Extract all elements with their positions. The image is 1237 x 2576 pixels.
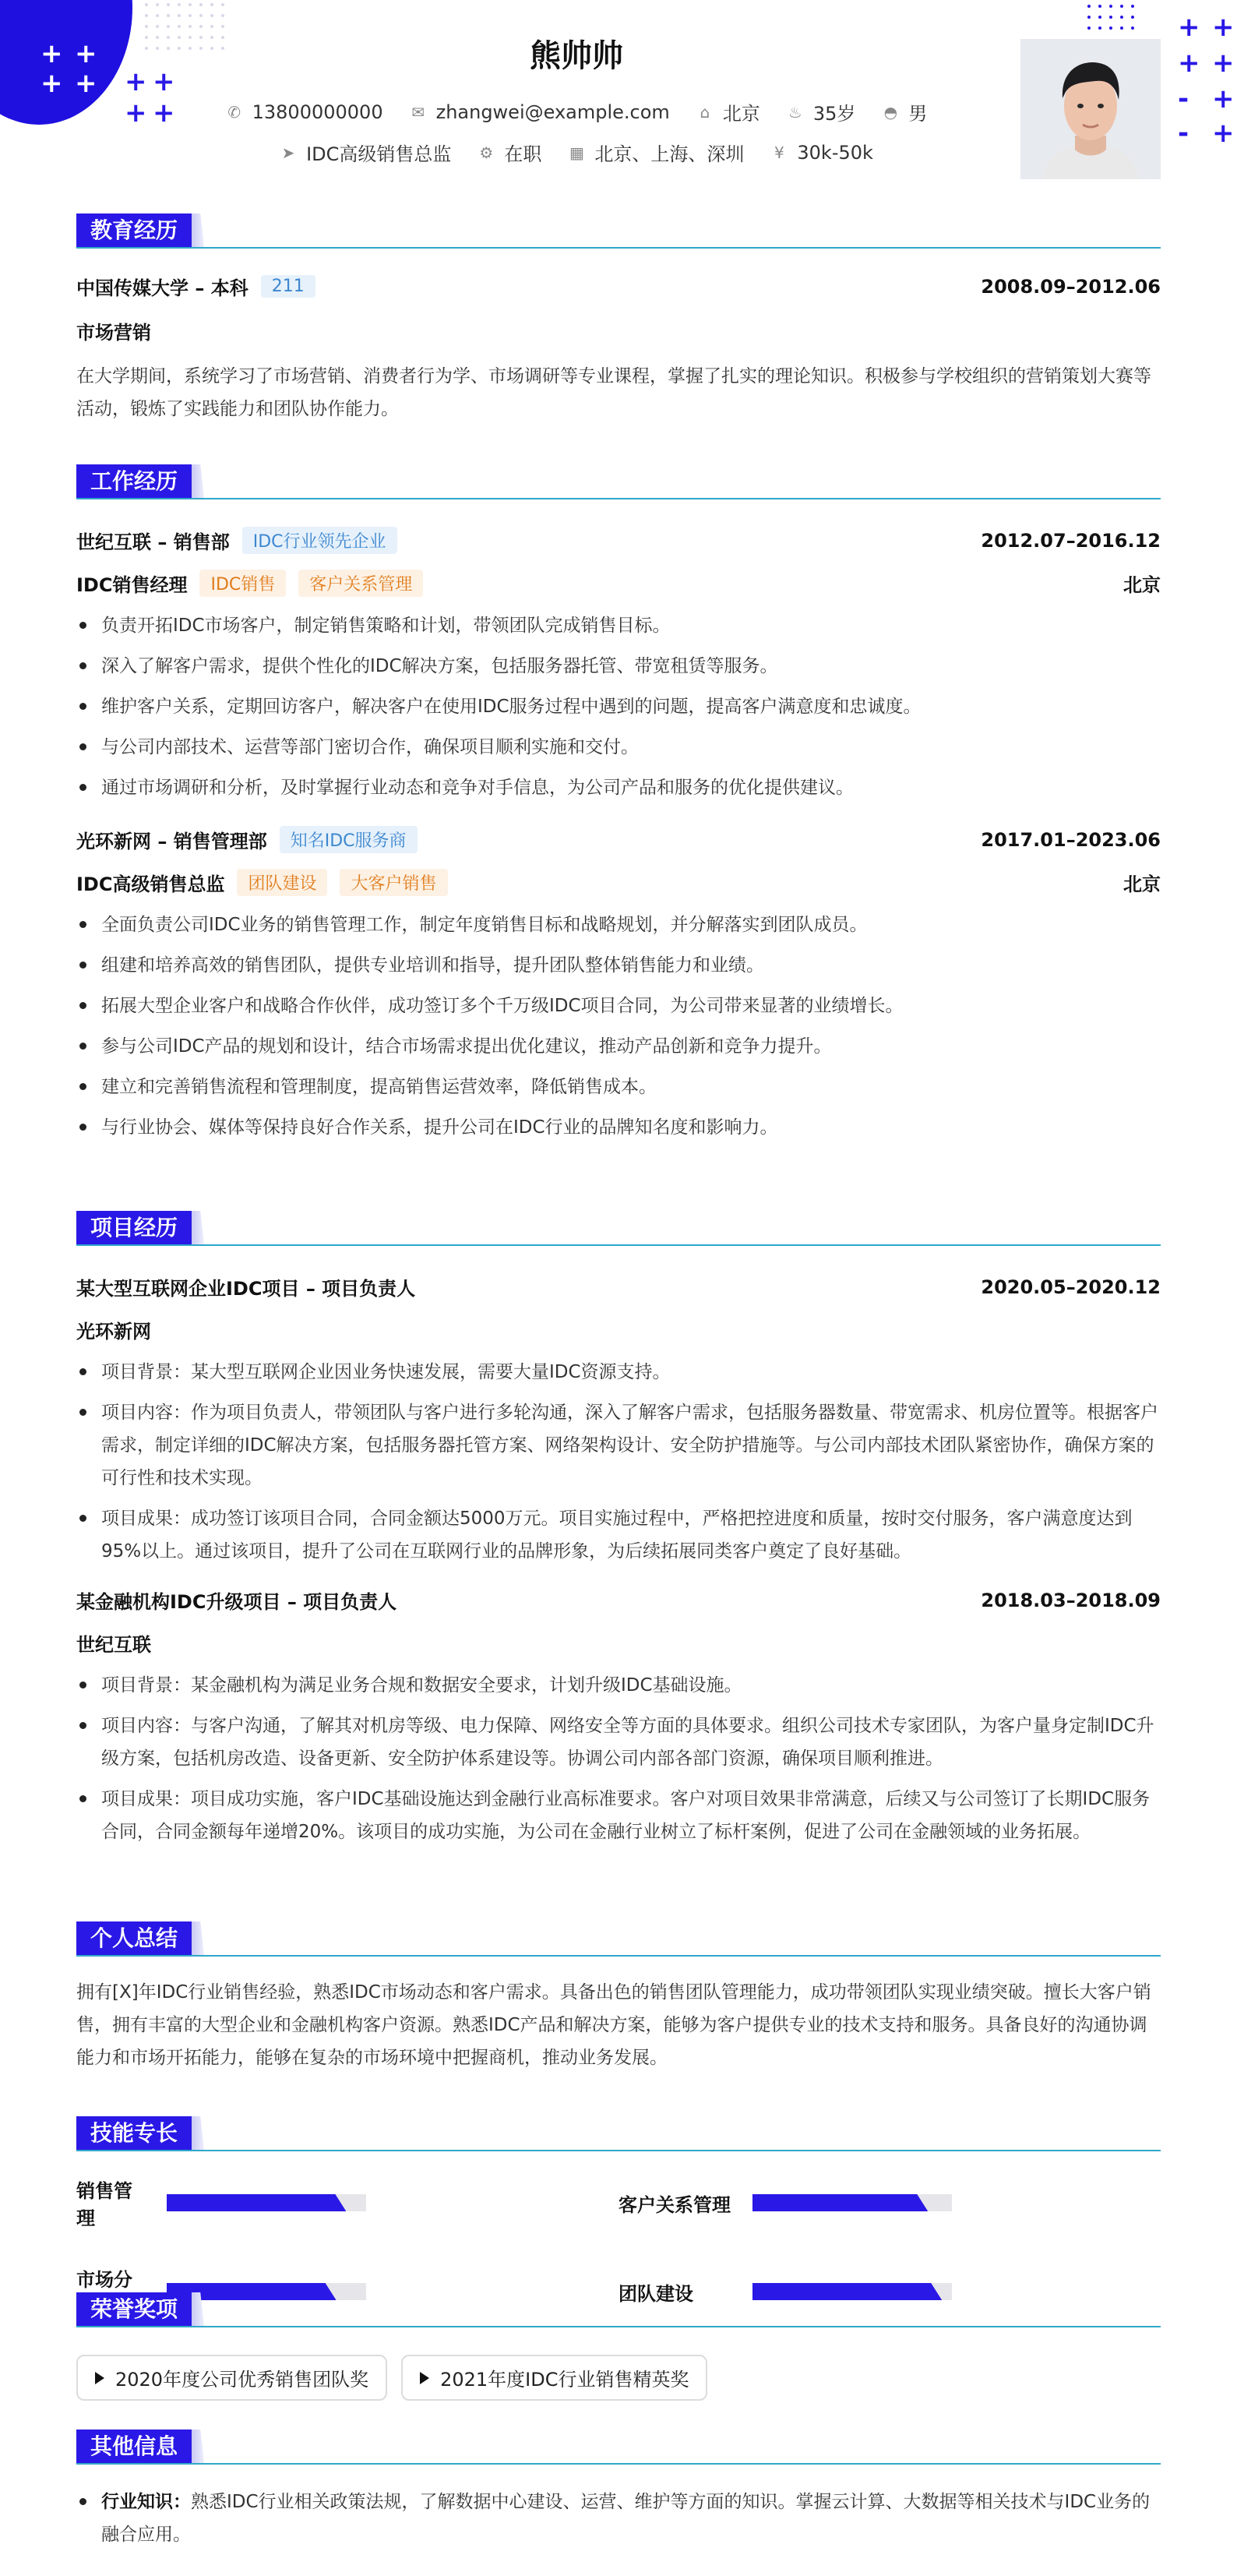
job-role: IDC高级销售总监 (76, 873, 225, 895)
major: 市场营销 (76, 322, 151, 344)
job-date: 2017.01–2023.06 (981, 828, 1161, 851)
role-tag: 大客户销售 (340, 869, 447, 896)
project-org: 世纪互联 (76, 1634, 151, 1656)
list-item: 项目背景：某金融机构为满足业务合规和数据安全要求，计划升级IDC基础设施。 (76, 1669, 1161, 1702)
gender-icon: ◓ (883, 102, 898, 122)
contact-row (0, 97, 1153, 129)
award-text: 2021年度IDC行业销售精英奖 (440, 2369, 689, 2391)
phone-icon: ✆ (227, 102, 241, 122)
age-text: 35岁 (812, 103, 856, 125)
job-bullets (76, 609, 1161, 804)
section-header (76, 2116, 1161, 2152)
job-intent-row (0, 139, 1153, 166)
section-divider (76, 2463, 1161, 2465)
mail-icon: ✉ (411, 102, 425, 122)
project-row (76, 1586, 1161, 1614)
awards-list (76, 2355, 1161, 2401)
job-entry (76, 527, 1161, 804)
project-date: 2020.05–2020.12 (981, 1276, 1161, 1298)
minus-icon: - (1178, 83, 1189, 115)
building-icon: ▦ (569, 143, 584, 162)
role-group (76, 570, 423, 597)
project-org: 光环新网 (76, 1321, 151, 1343)
award-item (76, 2355, 387, 2401)
section-header (76, 1211, 1161, 1247)
triangle-icon (420, 2372, 429, 2384)
section-divider (76, 1955, 1161, 1957)
list-item: 项目内容：与客户沟通，了解其对机房等级、电力保障、网络安全等方面的具体要求。组织公司技术专家团队，为客户量身定制IDC升级方案，包括机房改造、设备更新、安全防护体系建设等。协调公司内部各部门资源，确保项目顺利推进。 (76, 1710, 1161, 1775)
project-name: 某金融机构IDC升级项目 – 项目负责人 (76, 1591, 397, 1613)
list-item (76, 2486, 1161, 2551)
email-item (410, 98, 670, 125)
phone-text: 13800000000 (252, 101, 383, 123)
job-entry (76, 826, 1161, 1144)
plus-icon: + (153, 97, 175, 129)
plus-icon: + (1178, 12, 1200, 43)
project-row (76, 1273, 1161, 1300)
age-item (787, 98, 856, 125)
list-item: 项目内容：作为项目负责人，带领团队与客户进行多轮沟通，深入了解客户需求，包括服务器数量、带宽需求、机房位置等。根据客户需求，制定详细的IDC解决方案，包括服务器托管方案、网络架构设计、安全防护措施等。与公司内部技术团队紧密协作，确保方案的可行性和技术实现。 (76, 1396, 1161, 1494)
project-entry (76, 1273, 1161, 1568)
plus-icon: + (75, 68, 97, 99)
plus-icon: + (125, 97, 147, 129)
plus-icon: + (41, 68, 63, 99)
section-divider (76, 1244, 1161, 1246)
skill-bar-fill (167, 2194, 346, 2211)
plus-icon: + (1212, 12, 1235, 43)
salary-text: 30k-50k (797, 141, 873, 164)
list-item: 项目背景：某大型互联网企业因业务快速发展，需要大量IDC资源支持。 (76, 1356, 1161, 1389)
gender-item (882, 98, 927, 125)
position-text: IDC高级销售总监 (306, 143, 452, 165)
awards-section (76, 2292, 1161, 2401)
award-text: 2020年度公司优秀销售团队奖 (115, 2369, 369, 2391)
minus-icon: - (1178, 118, 1189, 149)
section-header (76, 1921, 1161, 1957)
list-item: 项目成果：成功签订该项目合同，合同金额达5000万元。项目实施过程中，严格把控进度和质量，按时交付服务，客户满意度达到95%以上。通过该项目，提升了公司在互联网行业的品牌形象，为后续拓展同类客户奠定了良好基础。 (76, 1502, 1161, 1568)
project-name: 某大型互联网企业IDC项目 – 项目负责人 (76, 1278, 416, 1300)
section-divider (76, 2150, 1161, 2151)
company-name: 世纪互联 – 销售部 (76, 531, 230, 553)
plus-icon: + (1178, 48, 1200, 79)
city-item (696, 98, 760, 125)
city-text: 北京 (722, 103, 760, 125)
section-header (76, 464, 1161, 500)
position-item (280, 139, 451, 166)
gender-text: 男 (908, 103, 928, 125)
section-divider (76, 247, 1161, 249)
triangle-icon (95, 2372, 104, 2384)
job-role-row (76, 869, 1161, 896)
skill-name: 市场分 (76, 2269, 132, 2291)
status-item (478, 139, 541, 166)
education-section (76, 213, 1161, 425)
list-item: 负责开拓IDC市场客户，制定销售策略和计划，带领团队完成销售目标。 (76, 609, 1161, 642)
plus-icon: + (41, 38, 63, 69)
locations-item (568, 139, 744, 166)
job-role: IDC销售经理 (76, 574, 188, 596)
section-title: 个人总结 (76, 1921, 192, 1956)
education-date: 2008.09–2012.06 (981, 275, 1161, 298)
section-title: 其他信息 (76, 2430, 192, 2464)
section-header (76, 2292, 1161, 2328)
job-company-row (76, 826, 1161, 853)
job-role-row (76, 570, 1161, 597)
other-label: 行业知识： (101, 2492, 191, 2512)
section-title: 项目经历 (76, 1211, 192, 1245)
role-group (76, 869, 448, 896)
home-icon: ⌂ (700, 102, 710, 122)
section-title: 荣誉奖项 (76, 2292, 192, 2327)
job-city: 北京 (1123, 574, 1161, 596)
list-item: 组建和培养高效的销售团队，提供专业培训和指导，提升团队整体销售能力和业绩。 (76, 949, 1161, 982)
skills-section (76, 2116, 1161, 2319)
list-item: 全面负责公司IDC业务的销售管理工作，制定年度销售目标和战略规划，并分解落实到团队成员。 (76, 909, 1161, 941)
job-bullets (76, 909, 1161, 1144)
skill-bar-fill (752, 2194, 928, 2211)
other-list (76, 2486, 1161, 2551)
project-entry (76, 1586, 1161, 1848)
role-tag: 客户关系管理 (298, 570, 423, 597)
plus-icon: + (1212, 48, 1235, 79)
email-text: zhangwei@example.com (435, 101, 670, 123)
list-item: 与公司内部技术、运营等部门密切合作，确保项目顺利实施和交付。 (76, 731, 1161, 764)
list-item: 深入了解客户需求，提供个性化的IDC解决方案，包括服务器托管、带宽租赁等服务。 (76, 650, 1161, 683)
award-item (401, 2355, 707, 2401)
school-tag: 211 (261, 275, 315, 298)
school-name: 中国传媒大学 – 本科 (76, 277, 248, 299)
summary-section (76, 1921, 1161, 2074)
skill-bar (752, 2194, 952, 2211)
phone-item (226, 98, 383, 125)
role-tag: IDC销售 (199, 570, 286, 597)
job-date: 2012.07–2016.12 (981, 529, 1161, 552)
skill-name: 客户关系管理 (618, 2193, 731, 2216)
section-divider (76, 2326, 1161, 2327)
list-item: 与行业协会、媒体等保持良好合作关系，提升公司在IDC行业的品牌知名度和影响力。 (76, 1111, 1161, 1144)
other-text: 熟悉IDC行业相关政策法规，了解数据中心建设、运营、维护等方面的知识。掌握云计算、大数据等相关技术与IDC业务的融合应用。 (101, 2492, 1151, 2545)
skill-item (76, 2175, 618, 2230)
plus-icon: + (75, 38, 97, 69)
yen-icon: ¥ (774, 143, 784, 162)
company-tag: 知名IDC服务商 (280, 826, 418, 853)
skill-item (618, 2175, 1161, 2230)
role-tag: 团队建设 (237, 869, 327, 896)
skill-name: 销售管理 (76, 2180, 132, 2229)
project-date: 2018.03–2018.09 (981, 1589, 1161, 1611)
gear-icon: ⚙ (479, 143, 494, 162)
education-desc: 在大学期间，系统学习了市场营销、消费者行为学、市场调研等专业课程，掌握了扎实的理论知识。积极参与学校组织的营销策划大赛等活动，锻炼了实践能力和团队协作能力。 (76, 366, 1151, 419)
job-company-row (76, 527, 1161, 554)
cake-icon: ♨ (788, 102, 802, 122)
plus-icon: + (1212, 118, 1235, 149)
school-group (76, 273, 315, 300)
send-icon: ➤ (281, 143, 295, 162)
list-item: 维护客户关系，定期回访客户，解决客户在使用IDC服务过程中遇到的问题，提高客户满意度和忠诚度。 (76, 690, 1161, 723)
company-group (76, 527, 397, 554)
project-bullets (76, 1669, 1161, 1848)
section-divider (76, 498, 1161, 499)
section-title: 教育经历 (76, 213, 192, 248)
plus-icon: + (153, 66, 175, 97)
work-section (76, 464, 1161, 1152)
skill-name: 团队建设 (618, 2282, 693, 2305)
company-name: 光环新网 – 销售管理部 (76, 831, 267, 852)
decor-dots (1087, 5, 1134, 30)
section-header (76, 2430, 1161, 2465)
candidate-name: 熊帅帅 (530, 38, 623, 74)
avatar-illustration (1020, 39, 1161, 179)
section-header (76, 213, 1161, 249)
section-title: 技能专长 (76, 2116, 192, 2151)
summary-text: 拥有[X]年IDC行业销售经验，熟悉IDC市场动态和客户需求。具备出色的销售团队管理能力，成功带领团队实现业绩突破。擅长大客户销售，拥有丰富的大型企业和金融机构客户资源。熟悉IDC产品和解决方案，能够为客户提供专业的技术支持和服务。具备良好的沟通协调能力和市场开拓能力，能够在复杂的市场环境中把握商机，推动业务发展。 (76, 1982, 1151, 2068)
section-title: 工作经历 (76, 464, 192, 499)
education-row (76, 273, 1161, 300)
plus-icon: + (125, 66, 147, 97)
list-item: 项目成果：项目成功实施，客户IDC基础设施达到金融行业高标准要求。客户对项目效果非常满意，后续又与公司签订了长期IDC服务合同，合同金额每年递增20%。该项目的成功实施，为公司在金融行业树立了标杆案例，促进了公司在金融领域的业务拓展。 (76, 1783, 1161, 1848)
job-city: 北京 (1123, 873, 1161, 895)
salary-item (770, 139, 873, 166)
plus-icon: + (1212, 83, 1235, 115)
list-item: 拓展大型企业客户和战略合作伙伴，成功签订多个千万级IDC项目合同，为公司带来显著的业绩增长。 (76, 990, 1161, 1022)
list-item: 通过市场调研和分析，及时掌握行业动态和竞争对手信息，为公司产品和服务的优化提供建议。 (76, 771, 1161, 804)
locations-text: 北京、上海、深圳 (594, 143, 745, 165)
project-bullets (76, 1356, 1161, 1568)
list-item: 建立和完善销售流程和管理制度，提高销售运营效率，降低销售成本。 (76, 1071, 1161, 1103)
other-section (76, 2430, 1161, 2551)
list-item: 参与公司IDC产品的规划和设计，结合市场需求提出优化建议，推动产品创新和竞争力提升。 (76, 1030, 1161, 1063)
company-tag: IDC行业领先企业 (242, 527, 397, 554)
company-group (76, 826, 418, 853)
projects-section (76, 1211, 1161, 1856)
status-text: 在职 (504, 143, 542, 165)
avatar-photo (1020, 39, 1161, 179)
skill-bar (167, 2194, 366, 2211)
